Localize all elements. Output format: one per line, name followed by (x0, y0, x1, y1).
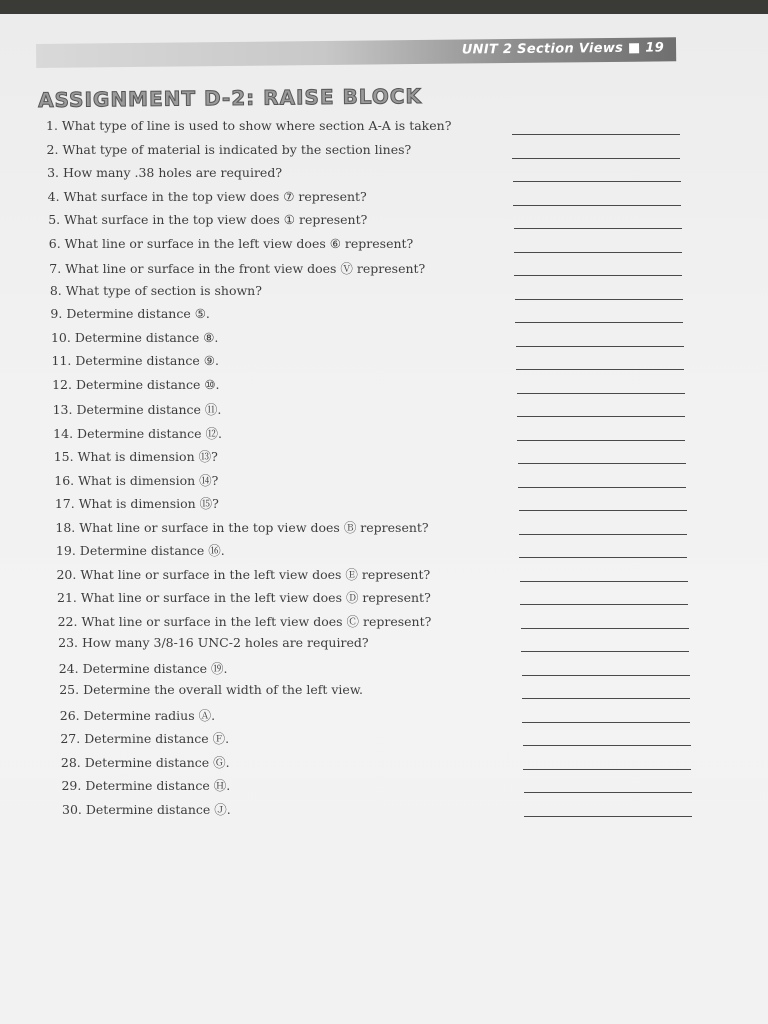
question-text: Determine distance Ⓕ. (84, 731, 230, 747)
question-text: What surface in the top view does ⑦ represent? (63, 188, 367, 204)
question-11 (52, 353, 219, 371)
question-text: Determine distance ⑫. (77, 425, 222, 441)
question-30 (62, 800, 231, 818)
answer-line-28[interactable] (523, 769, 691, 770)
question-number: 9. (50, 306, 63, 322)
answer-line-19[interactable] (519, 557, 687, 558)
answer-line-7[interactable] (514, 275, 682, 276)
assignment-title: ASSIGNMENT D-2: RAISE BLOCK (38, 83, 423, 112)
answer-line-9[interactable] (515, 322, 683, 323)
answer-line-30[interactable] (524, 816, 692, 817)
question-24 (59, 659, 228, 677)
question-number: 18. (55, 519, 76, 535)
answer-line-6[interactable] (514, 252, 682, 253)
answer-line-1[interactable] (512, 134, 680, 135)
question-number: 26. (59, 707, 80, 723)
question-number: 2. (46, 141, 59, 157)
answer-line-27[interactable] (523, 745, 691, 746)
question-text: What type of material is indicated by the section lines? (62, 141, 412, 157)
question-text: Determine distance ⑤. (66, 306, 210, 322)
question-number: 14. (53, 425, 74, 441)
question-number: 4. (47, 188, 60, 204)
question-text: Determine distance ⑪. (76, 402, 222, 418)
question-number: 29. (61, 778, 82, 794)
answer-line-29[interactable] (524, 792, 692, 793)
answer-line-23[interactable] (521, 651, 689, 652)
question-10 (51, 330, 218, 348)
question-2 (47, 142, 412, 160)
answer-line-15[interactable] (518, 463, 686, 464)
question-6 (49, 236, 414, 254)
question-21 (57, 588, 431, 606)
question-text: Determine distance ⑩. (75, 376, 220, 392)
answer-line-12[interactable] (517, 393, 685, 394)
answer-line-25[interactable] (522, 698, 690, 699)
question-number: 15. (53, 449, 74, 465)
question-text: What line or surface in the left view does Ⓓ represent? (80, 590, 431, 606)
answer-line-11[interactable] (516, 369, 684, 370)
question-number: 30. (62, 802, 82, 817)
question-text: How many 3/8-16 UNC-2 holes are required? (82, 635, 369, 651)
question-28 (61, 753, 230, 771)
question-23 (58, 635, 368, 653)
question-1 (46, 118, 451, 136)
question-number: 22. (57, 613, 78, 629)
question-number: 24. (58, 660, 79, 676)
question-25 (59, 682, 363, 700)
question-text: What line or surface in the front view does Ⓥ represent? (65, 261, 426, 277)
question-number: 10. (50, 329, 71, 345)
question-text: What line or surface in the top view does Ⓑ represent? (79, 519, 429, 535)
answer-line-16[interactable] (518, 487, 686, 488)
question-text: Determine radius Ⓐ. (83, 707, 216, 723)
question-text: Determine distance ⑨. (75, 353, 219, 369)
answer-line-26[interactable] (522, 722, 690, 723)
question-text: What is dimension ⑭? (78, 472, 219, 488)
question-8 (50, 283, 262, 301)
question-4 (48, 189, 367, 207)
question-number: 17. (54, 496, 75, 512)
answer-line-5[interactable] (514, 228, 682, 229)
question-text: Determine distance Ⓖ. (84, 754, 230, 770)
question-16 (54, 471, 218, 489)
question-text: What type of section is shown? (65, 282, 262, 298)
question-number: 23. (58, 635, 79, 651)
question-number: 20. (56, 566, 77, 582)
answer-line-20[interactable] (520, 581, 688, 582)
question-3 (47, 165, 282, 183)
question-13 (53, 400, 222, 418)
question-18 (55, 518, 428, 536)
question-7 (49, 259, 425, 277)
answer-line-2[interactable] (512, 158, 680, 159)
question-number: 12. (52, 376, 72, 392)
banner-text: UNIT 2 Section Views ■ 19 (461, 40, 665, 58)
answer-line-14[interactable] (517, 440, 685, 441)
question-29 (61, 776, 230, 794)
question-27 (60, 729, 229, 747)
question-number: 25. (59, 682, 80, 698)
question-19 (56, 541, 225, 559)
question-number: 7. (49, 261, 62, 277)
question-number: 11. (51, 353, 72, 369)
question-9 (50, 306, 210, 324)
question-text: Determine distance Ⓙ. (85, 802, 231, 817)
answer-line-10[interactable] (516, 346, 684, 347)
question-text: What type of line is used to show where section A-A is taken? (61, 118, 452, 133)
question-number: 6. (48, 235, 61, 251)
answer-line-21[interactable] (520, 604, 688, 605)
question-14 (53, 424, 222, 442)
answer-line-13[interactable] (517, 416, 685, 417)
question-20 (56, 565, 430, 583)
question-number: 1. (46, 118, 58, 133)
question-text: How many .38 holes are required? (63, 165, 283, 181)
question-text: What line or surface in the left view does Ⓔ represent? (80, 566, 431, 582)
answer-line-3[interactable] (513, 181, 681, 182)
question-text: Determine distance ⑧. (74, 329, 219, 345)
question-text: Determine distance Ⓗ. (85, 778, 231, 794)
question-number: 5. (48, 212, 61, 228)
answer-line-22[interactable] (521, 628, 689, 629)
question-17 (55, 494, 219, 512)
question-number: 21. (57, 590, 77, 606)
answer-line-4[interactable] (513, 205, 681, 206)
question-15 (54, 447, 218, 465)
question-12 (52, 377, 219, 395)
question-number: 3. (47, 165, 60, 181)
question-26 (60, 706, 215, 724)
question-number: 28. (60, 754, 81, 770)
question-number: 27. (60, 731, 81, 747)
question-text: What line or surface in the left view does ⑥ represent? (64, 235, 414, 251)
question-number: 13. (52, 402, 73, 418)
question-5 (48, 212, 367, 230)
question-text: What is dimension ⑮? (78, 496, 219, 512)
question-text: Determine the overall width of the left view. (83, 682, 364, 698)
question-text: Determine distance ⑲. (82, 660, 228, 676)
question-number: 8. (49, 282, 62, 298)
answer-line-24[interactable] (522, 675, 690, 676)
answer-line-8[interactable] (515, 299, 683, 300)
question-22 (58, 612, 432, 630)
question-number: 19. (55, 543, 76, 559)
question-text: Determine distance ⑯. (79, 543, 225, 559)
question-text: What surface in the top view does ① represent? (64, 212, 368, 228)
question-text: What line or surface in the left view does Ⓒ represent? (81, 613, 432, 629)
question-text: What is dimension ⑬? (77, 449, 218, 465)
question-number: 16. (54, 472, 75, 488)
answer-line-18[interactable] (519, 534, 687, 535)
answer-line-17[interactable] (519, 510, 687, 511)
